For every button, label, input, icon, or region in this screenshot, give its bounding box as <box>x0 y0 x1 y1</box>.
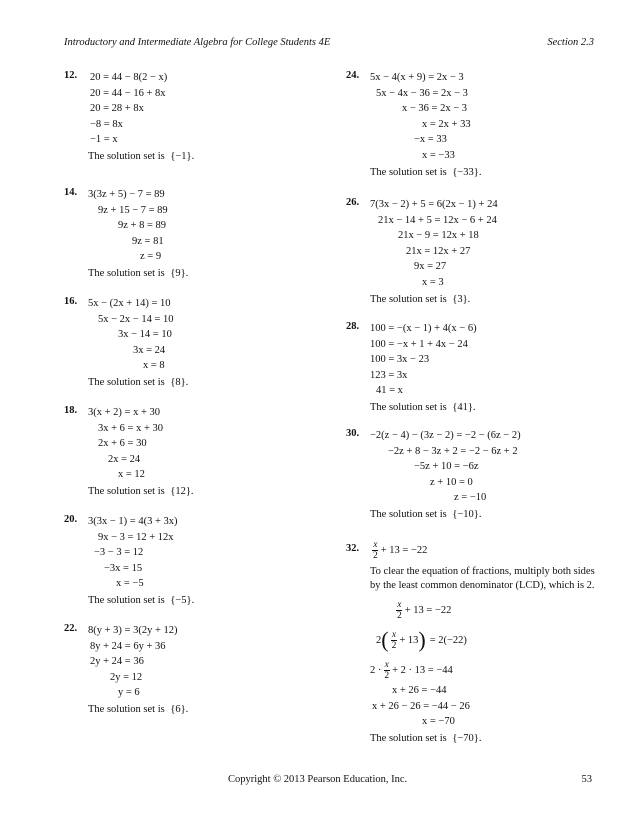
solution-statement <box>88 701 324 719</box>
solution-set: {−10}. <box>452 508 482 520</box>
equation-line: 41 = x <box>376 385 403 397</box>
equation-line: 8y + 24 = 6y + 36 <box>90 640 166 652</box>
problem-16 <box>64 296 324 405</box>
equation-line: 9x − 3 = 12 + 12x <box>98 531 174 543</box>
solution-label: The solution set is <box>370 401 447 413</box>
solution-set: {8}. <box>170 376 189 388</box>
equation-line: 2x + 6 = 30 <box>98 438 147 450</box>
equation-line: −5z + 10 = −6z <box>414 461 479 473</box>
page-number: 53 <box>581 774 592 785</box>
equation-line: 2 · $\frac{x}{2}$ + 2 · 13 = −44 <box>370 659 453 681</box>
solution-statement <box>370 730 606 748</box>
fraction: $\frac{x}{2}$ <box>397 599 402 621</box>
solution-statement <box>370 399 606 417</box>
solution-statement <box>88 374 324 392</box>
equation-line: x = −70 <box>422 716 455 728</box>
equation-line: x + 26 − 26 = −44 − 26 <box>372 700 470 712</box>
equation-line: 123 = 3x <box>370 369 408 381</box>
left-column <box>64 70 324 732</box>
problem-number: 22. <box>64 623 78 634</box>
solution-set: {−33}. <box>452 166 482 178</box>
problem-number: 16. <box>64 296 78 307</box>
left-paren: ( <box>381 627 389 652</box>
problem-30 <box>346 428 606 537</box>
book-title: Introductory and Intermediate Algebra for College Students 4E <box>64 37 331 48</box>
fraction: $\frac{x}{2}$ <box>384 659 390 681</box>
problem-number: 30. <box>346 428 360 439</box>
equation-line: x + 26 = −44 <box>392 685 447 696</box>
equation-line: 7(3x − 2) + 5 = 6(2x − 1) + 24 <box>370 199 498 210</box>
equation-line: 100 = 3x − 23 <box>370 354 430 366</box>
solution-set: {12}. <box>170 485 194 497</box>
equation-line: x = −5 <box>116 578 144 590</box>
solution-label: The solution set is <box>88 594 165 606</box>
problem-number: 14. <box>64 187 78 198</box>
problem-26 <box>346 197 606 321</box>
equation-line: 5x − (2x + 14) = 10 <box>88 298 171 309</box>
solution-set: {−1}. <box>170 150 195 162</box>
equation-line: x − 36 = 2x − 3 <box>402 103 468 115</box>
problem-28 <box>346 321 606 428</box>
solution-label: The solution set is <box>370 732 447 744</box>
section-label: Section 2.3 <box>547 37 594 48</box>
equation-line: −3x = 15 <box>104 562 143 574</box>
equation-line: 2 ( $\frac{x}{2}$ + 13 ) = 2(−22) <box>376 627 467 652</box>
equation-line: −2z + 8 − 3z + 2 = −2 − 6z + 2 <box>388 445 518 457</box>
equation-line: $\frac{x}{2}$ + 13 = −22 <box>373 539 428 561</box>
problem-18 <box>64 405 324 514</box>
solution-statement <box>370 506 606 524</box>
problem-number: 20. <box>64 514 78 525</box>
solution-label: The solution set is <box>88 267 165 279</box>
solution-label: The solution set is <box>88 703 165 715</box>
solution-label: The solution set is <box>88 485 165 497</box>
solution-statement <box>88 592 324 610</box>
problem-14 <box>64 187 324 296</box>
solution-set: {−5}. <box>170 594 195 606</box>
equation-line: 3x = 24 <box>133 344 166 356</box>
equation-line: 100 = −(x − 1) + 4(x − 6) <box>370 323 477 334</box>
solution-statement <box>88 483 324 501</box>
equation-line: 21x = 12x + 27 <box>406 245 471 257</box>
fraction: $\frac{x}{2}$ <box>373 539 378 561</box>
problem-number: 24. <box>346 70 360 81</box>
solution-label: The solution set is <box>370 293 447 305</box>
equation-line: 20 = 44 − 16 + 8x <box>90 87 166 99</box>
equation-line: 21x − 9 = 12x + 18 <box>398 230 479 242</box>
equation-line: 2y + 24 = 36 <box>90 656 144 668</box>
equation-line: 9x = 27 <box>414 261 447 273</box>
equation-line: 100 = −x + 1 + 4x − 24 <box>370 338 468 350</box>
equation-line: 9z = 81 <box>132 235 164 247</box>
equation-line: 2y = 12 <box>110 671 143 683</box>
solution-set: {−70}. <box>452 732 482 744</box>
equation-line: x = 3 <box>422 276 444 288</box>
equation-line: −1 = x <box>90 134 118 146</box>
equation-line: 9z + 15 − 7 = 89 <box>98 204 168 216</box>
problem-number: 26. <box>346 197 360 208</box>
explanation-text: To clear the equation of fractions, multiply both sides by the least common denominator (LCD), which is 2. <box>370 566 595 591</box>
solution-label: The solution set is <box>88 150 165 162</box>
equation-line: 5x − 2x − 14 = 10 <box>98 313 174 325</box>
equation-line: 21x − 14 + 5 = 12x − 6 + 24 <box>378 214 497 226</box>
equation-line: x = 2x + 33 <box>422 118 471 130</box>
equation-line: x = −33 <box>422 149 455 161</box>
equation-line: 20 = 28 + 8x <box>90 103 144 115</box>
equation-line: −x = 33 <box>414 134 447 146</box>
right-column <box>346 70 606 748</box>
solution-statement <box>88 265 324 283</box>
equation-line: 9z + 8 = 89 <box>118 220 167 232</box>
solution-statement <box>370 164 606 182</box>
solution-set: {6}. <box>170 703 189 715</box>
right-paren: ) <box>418 627 426 652</box>
equation-line: z = 9 <box>140 251 162 263</box>
equation-line: 3(x + 2) = x + 30 <box>88 407 161 418</box>
fraction: $\frac{x}{2}$ <box>391 629 397 651</box>
problem-20 <box>64 514 324 623</box>
equation-line: z = −10 <box>454 492 487 504</box>
equation-line: 5x − 4(x + 9) = 2x − 3 <box>370 72 464 83</box>
equation-line: 3x + 6 = x + 30 <box>98 422 164 434</box>
equation-line: z + 10 = 0 <box>430 476 473 488</box>
equation-line: 3(3z + 5) − 7 = 89 <box>88 189 165 200</box>
problem-32 <box>346 537 606 748</box>
problem-24 <box>346 70 606 197</box>
problem-number: 12. <box>64 70 78 81</box>
solution-set: {41}. <box>452 401 476 413</box>
problem-22 <box>64 623 324 732</box>
equation-line: −3 − 3 = 12 <box>94 547 144 559</box>
solution-statement <box>370 291 606 309</box>
equation-line: 3(3x − 1) = 4(3 + 3x) <box>88 516 178 527</box>
solution-label: The solution set is <box>370 166 447 178</box>
solution-set: {3}. <box>452 293 471 305</box>
equation-line: x = 12 <box>118 469 145 481</box>
problem-number: 28. <box>346 321 360 332</box>
solution-label: The solution set is <box>88 376 165 388</box>
equation-line: $\frac{x}{2}$ + 13 = −22 <box>397 599 452 621</box>
copyright-notice: Copyright © 2013 Pearson Education, Inc. <box>228 774 408 785</box>
equation-line: 20 = 44 − 8(2 − x) <box>90 72 168 83</box>
page-header <box>64 37 594 48</box>
equation-line: y = 6 <box>118 687 140 699</box>
solution-set: {9}. <box>170 267 189 279</box>
equation-line: −2(z − 4) − (3z − 2) = −2 − (6z − 2) <box>370 430 521 441</box>
equation-line: 3x − 14 = 10 <box>118 329 172 341</box>
solution-statement <box>88 148 324 166</box>
equation-line: 2x = 24 <box>108 453 141 465</box>
problem-number: 18. <box>64 405 78 416</box>
equation-line: 8(y + 3) = 3(2y + 12) <box>88 625 178 636</box>
problem-number: 32. <box>346 543 360 554</box>
equation-line: 5x − 4x − 36 = 2x − 3 <box>376 87 468 99</box>
equation-line: x = 8 <box>143 360 165 372</box>
equation-line: −8 = 8x <box>90 118 123 130</box>
problem-12 <box>64 70 324 187</box>
solution-label: The solution set is <box>370 508 447 520</box>
